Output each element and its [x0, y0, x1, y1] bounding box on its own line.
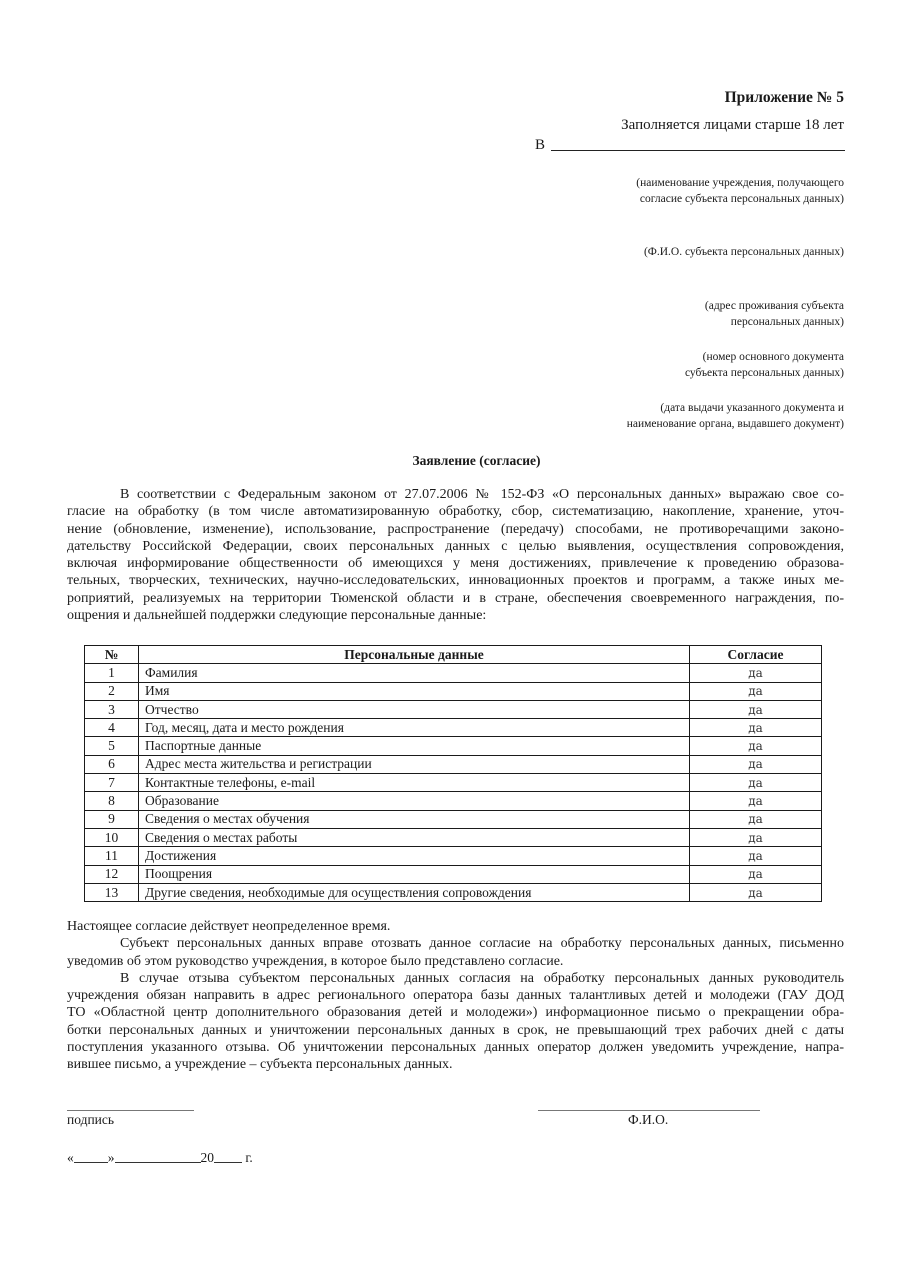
- row-consent-value[interactable]: да: [690, 810, 822, 828]
- row-consent-value[interactable]: да: [690, 700, 822, 718]
- row-consent-value[interactable]: да: [690, 865, 822, 883]
- caption-line: (Ф.И.О. субъекта персональных данных): [643, 246, 844, 258]
- caption-line: наименование органа, выдавшего документ): [626, 418, 844, 430]
- date-open-quote: «: [67, 1150, 74, 1165]
- caption-institution: [636, 175, 844, 207]
- table-row: [85, 828, 822, 846]
- table-row: [85, 755, 822, 773]
- row-number: 11: [85, 847, 139, 865]
- paragraph-line: учреждения обязан направить в адрес регионального оператора базы данных талантливых детей и молодежи (ГАУ ДОД: [67, 988, 844, 1004]
- table-row: [85, 774, 822, 792]
- paragraph-line: нение (обновление, изменение), использование, распространение (передачу) способами, не противоречащими законо-: [67, 521, 844, 537]
- row-number: 5: [85, 737, 139, 755]
- row-data-item: Паспортные данные: [139, 737, 690, 755]
- row-data-item: Достижения: [139, 847, 690, 865]
- table-row: [85, 865, 822, 883]
- caption-line: (адрес проживания субъекта: [704, 300, 844, 312]
- table-row: [85, 792, 822, 810]
- full-name-blank-line[interactable]: [538, 1110, 760, 1111]
- year-prefix: 20: [200, 1150, 214, 1165]
- recipient-blank-line[interactable]: [551, 136, 845, 151]
- row-data-item: Отчество: [139, 700, 690, 718]
- full-name-label: Ф.И.О.: [628, 1112, 669, 1127]
- row-consent-value[interactable]: да: [690, 774, 822, 792]
- row-data-item: Имя: [139, 682, 690, 700]
- paragraph-line: вившее письмо, а учреждение – субъекта персональных данных.: [67, 1057, 453, 1073]
- caption-full-name: [644, 244, 844, 260]
- paragraph-line: дательству Российской Федерации, своих персональных данных с целью выявления, осуществления сопровождения,: [67, 538, 844, 554]
- table-row: [85, 682, 822, 700]
- row-data-item: Год, месяц, дата и место рождения: [139, 719, 690, 737]
- header-number: №: [85, 646, 139, 664]
- row-number: 2: [85, 682, 139, 700]
- paragraph-line: ощрения и дальнейшей поддержки следующие персональные данные:: [67, 608, 487, 624]
- paragraph-line: уведомив об этом руководство учреждения, в которое было представлено согласие.: [67, 953, 564, 969]
- row-number: 8: [85, 792, 139, 810]
- table-row: [85, 847, 822, 865]
- month-blank[interactable]: [115, 1162, 201, 1163]
- paragraph-line: Субъект персональных данных вправе отозвать данное согласие на обработку персональных данных, письменно: [120, 936, 844, 952]
- caption-line: согласие субъекта персональных данных): [639, 193, 844, 205]
- header-personal-data: Персональные данные: [139, 646, 690, 664]
- row-number: 9: [85, 810, 139, 828]
- row-number: 7: [85, 774, 139, 792]
- table-row: [85, 719, 822, 737]
- row-data-item: Сведения о местах обучения: [139, 810, 690, 828]
- caption-line: (наименование учреждения, получающего: [636, 177, 844, 189]
- year-blank[interactable]: [214, 1162, 242, 1163]
- day-blank[interactable]: [74, 1162, 108, 1163]
- personal-data-consent-table: [84, 645, 822, 902]
- recipient-prefix: В: [535, 137, 546, 153]
- signature-blank-line[interactable]: [67, 1110, 194, 1111]
- row-number: 4: [85, 719, 139, 737]
- table-row: [85, 737, 822, 755]
- caption-line: персональных данных): [730, 316, 844, 328]
- appendix-title: Приложение № 5: [724, 89, 844, 106]
- row-consent-value[interactable]: да: [690, 755, 822, 773]
- row-number: 10: [85, 828, 139, 846]
- row-data-item: Фамилия: [139, 664, 690, 682]
- paragraph-line: роприятий, реализуемых на территории Тюменской области и в стране, обеспечения своевременного награждения, по-: [67, 590, 844, 606]
- row-number: 1: [85, 664, 139, 682]
- row-number: 6: [85, 755, 139, 773]
- row-number: 13: [85, 883, 139, 901]
- row-consent-value[interactable]: да: [690, 664, 822, 682]
- paragraph-line: гласие на обработку (в том числе автоматизированную обработку, сбор, систематизацию, накопление, хранение, уточ-: [67, 504, 844, 520]
- row-number: 3: [85, 700, 139, 718]
- row-data-item: Образование: [139, 792, 690, 810]
- row-data-item: Сведения о местах работы: [139, 828, 690, 846]
- row-data-item: Поощрения: [139, 865, 690, 883]
- caption-line: субъекта персональных данных): [684, 367, 844, 379]
- paragraph-line: ТО «Областной центр дополнительного образования детей и молодежи») информационное письмо о прекращении обра-: [67, 1005, 844, 1021]
- paragraph-line: поступления указанного отзыва. Об уничтожении персональных данных оператор должен уведомить учреждение, напра-: [67, 1040, 844, 1056]
- row-consent-value[interactable]: да: [690, 719, 822, 737]
- table-row: [85, 700, 822, 718]
- table-header-row: [85, 646, 822, 664]
- row-data-item: Контактные телефоны, e-mail: [139, 774, 690, 792]
- recipient-field[interactable]: [535, 136, 845, 154]
- row-consent-value[interactable]: да: [690, 883, 822, 901]
- row-consent-value[interactable]: да: [690, 737, 822, 755]
- closing-section: [67, 918, 844, 1074]
- table-row: [85, 810, 822, 828]
- caption-document-issue: [627, 400, 844, 432]
- paragraph-line: В случае отзыва субъектом персональных данных согласия на обработку персональных данных руководитель: [120, 970, 844, 986]
- table-row: [85, 883, 822, 901]
- date-close-quote: »: [107, 1150, 115, 1165]
- row-consent-value[interactable]: да: [690, 792, 822, 810]
- paragraph-line: ботки персональных данных и уничтожении персональных данных в срок, не превышающий трех рабочих дней с даты: [67, 1022, 844, 1038]
- header-consent: Согласие: [690, 646, 822, 664]
- paragraph-line: включая информирование общественности об имеющихся у меня достижениях, привлечение к проведению образова-: [67, 556, 844, 572]
- row-data-item: Адрес места жительства и регистрации: [139, 755, 690, 773]
- paragraph-line: тельных, творческих, технических, научно-исследовательских, инновационных проектов и программ, а также иных ме-: [67, 573, 844, 589]
- row-data-item: Другие сведения, необходимые для осуществления сопровождения: [139, 883, 690, 901]
- document-title: Заявление (согласие): [412, 453, 541, 468]
- caption-address: [705, 298, 844, 330]
- caption-document-number: [685, 349, 844, 381]
- row-consent-value[interactable]: да: [690, 682, 822, 700]
- signature-label: подпись: [67, 1112, 115, 1127]
- paragraph-line: В соответствии с Федеральным законом от 27.07.2006 № 152-ФЗ «О персональных данных» выражаю свое со-: [120, 487, 844, 502]
- age-note: Заполняется лицами старше 18 лет: [621, 117, 844, 133]
- row-consent-value[interactable]: да: [690, 847, 822, 865]
- row-number: 12: [85, 865, 139, 883]
- caption-line: (дата выдачи указанного документа и: [660, 402, 844, 414]
- intro-paragraph: [67, 486, 844, 624]
- year-suffix: г.: [245, 1150, 253, 1165]
- date-field[interactable]: [67, 1150, 253, 1166]
- validity-statement: Настоящее согласие действует неопределенное время.: [67, 919, 391, 934]
- row-consent-value[interactable]: да: [690, 828, 822, 846]
- caption-line: (номер основного документа: [702, 351, 844, 363]
- table-row: [85, 664, 822, 682]
